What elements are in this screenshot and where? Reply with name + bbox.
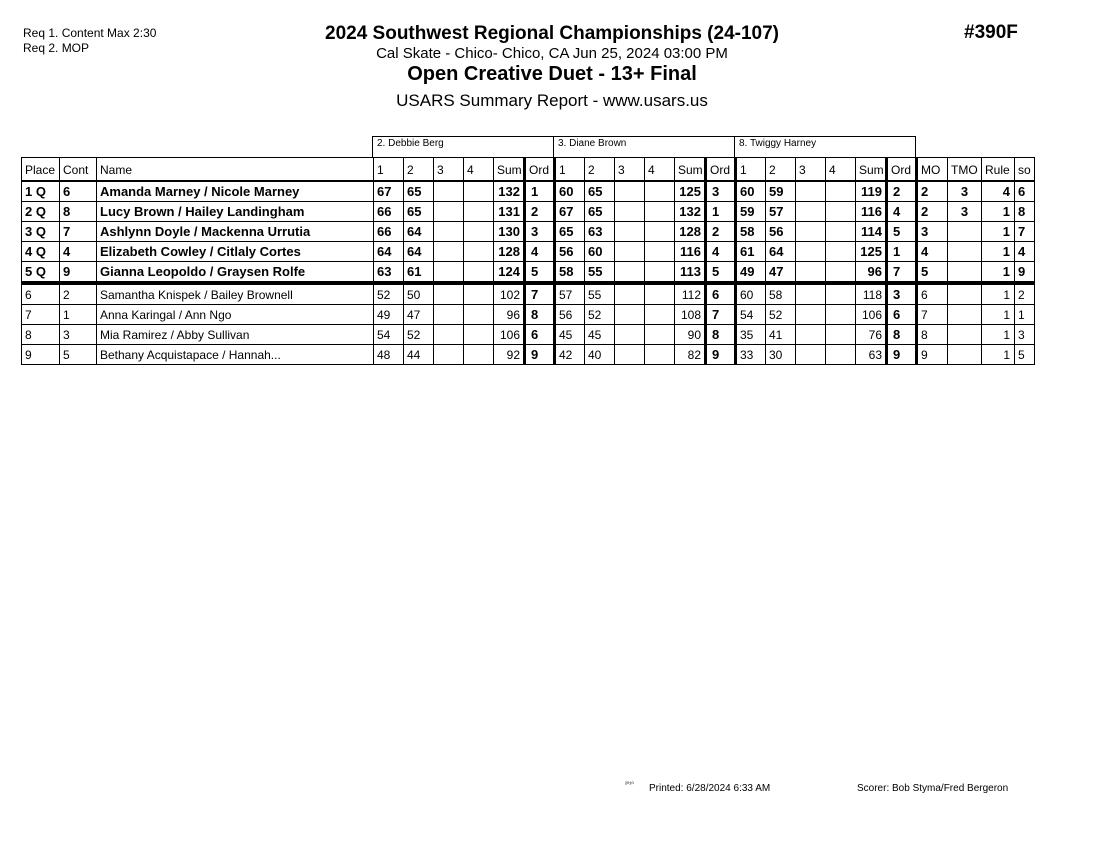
judge2-score-cell: 40 [585,345,615,365]
rule-cell: 1 [982,222,1015,242]
judge2-score-cell: 67 [555,202,585,222]
judge3-score-cell: 49 [736,262,766,284]
header-judge1-score4: 4 [464,158,494,182]
scorer-names: Scorer: Bob Styma/Fred Bergeron [857,783,1009,794]
judge3-score-cell [826,283,856,305]
judge3-sum-cell: 114 [856,222,887,242]
judge1-score-cell [434,283,464,305]
header-place: Place [22,158,60,182]
table-row [22,305,1035,325]
judge1-score-cell: 50 [404,283,434,305]
judge3-sum-cell: 118 [856,283,887,305]
requirement-1: Req 1. Content Max 2:30 [23,26,157,40]
place-cell: 5 Q [22,262,60,284]
judge2-ord-cell: 9 [706,345,736,365]
judge1-score-cell [464,181,494,202]
rule-cell: 1 [982,242,1015,262]
judge1-score-cell: 64 [404,242,434,262]
judge2-score-cell [615,345,645,365]
name-cell: Bethany Acquistapace / Hannah... [97,345,374,365]
so-cell: 8 [1015,202,1035,222]
header-cont: Cont [60,158,97,182]
rule-cell: 1 [982,283,1015,305]
judge3-score-cell [826,242,856,262]
judge1-score-cell: 64 [374,242,404,262]
cont-cell: 3 [60,325,97,345]
judge2-sum-cell: 128 [675,222,706,242]
judge3-score-cell: 52 [766,305,796,325]
rule-cell: 1 [982,345,1015,365]
judge3-ord-cell: 4 [887,202,917,222]
judge3-score-cell: 57 [766,202,796,222]
judge3-sum-cell: 96 [856,262,887,284]
header-judge2-score4: 4 [645,158,675,182]
judge3-score-cell: 30 [766,345,796,365]
cont-cell: 5 [60,345,97,365]
judge1-score-cell: 52 [404,325,434,345]
judge2-score-cell [645,242,675,262]
cont-cell: 4 [60,242,97,262]
judge1-score-cell [464,262,494,284]
cont-cell: 7 [60,222,97,242]
judge3-score-cell: 47 [766,262,796,284]
judge3-ord-cell: 5 [887,222,917,242]
judge1-score-cell [464,222,494,242]
header-judge2-score3: 3 [615,158,645,182]
header-judge1-sum: Sum [494,158,525,182]
judge1-score-cell [434,262,464,284]
judge1-score-cell [464,325,494,345]
judge2-score-cell [615,305,645,325]
judge3-score-cell: 56 [766,222,796,242]
judge3-ord-cell: 9 [887,345,917,365]
judge3-score-cell [826,305,856,325]
judge1-ord-cell: 7 [525,283,555,305]
judge2-score-cell [645,262,675,284]
header-judge3-sum: Sum [856,158,887,182]
judge3-score-cell: 61 [736,242,766,262]
judge1-score-cell: 66 [374,222,404,242]
header-tmo: TMO [948,158,982,182]
mo-cell: 4 [917,242,948,262]
table-row [22,202,1035,222]
header-judge1-score1: 1 [374,158,404,182]
judge3-ord-cell: 6 [887,305,917,325]
judge1-score-cell: 65 [404,181,434,202]
header-judge3-score3: 3 [796,158,826,182]
tmo-cell [948,262,982,284]
judge3-score-cell: 54 [736,305,766,325]
place-cell: 6 [22,283,60,305]
judge2-score-cell [615,325,645,345]
judge1-score-cell: 47 [404,305,434,325]
judge1-sum-cell: 128 [494,242,525,262]
judge1-score-cell: 61 [404,262,434,284]
column-headers [22,158,1035,182]
judge3-sum-cell: 63 [856,345,887,365]
judge3-score-cell [826,262,856,284]
tmo-cell [948,305,982,325]
mo-cell: 9 [917,345,948,365]
header-judge1-ord: Ord [525,158,555,182]
judge3-ord-cell: 2 [887,181,917,202]
header-rule: Rule [982,158,1015,182]
so-cell: 9 [1015,262,1035,284]
judge1-sum-cell: 102 [494,283,525,305]
header-name: Name [97,158,374,182]
judge2-score-cell: 63 [585,222,615,242]
so-cell: 6 [1015,181,1035,202]
judge3-score-cell [826,222,856,242]
judge2-score-cell [645,202,675,222]
judge3-score-cell [826,202,856,222]
place-cell: 7 [22,305,60,325]
event-title: Open Creative Duet - 13+ Final [407,63,697,85]
judge1-ord-cell: 5 [525,262,555,284]
judge1-score-cell: 54 [374,325,404,345]
place-cell: 8 [22,325,60,345]
tmo-cell: 3 [948,202,982,222]
competition-title: 2024 Southwest Regional Championships (24-107) [325,23,779,44]
table-row [22,283,1035,305]
mo-cell: 6 [917,283,948,305]
judge1-score-cell [434,202,464,222]
judge1-score-cell: 49 [374,305,404,325]
judge1-sum-cell: 131 [494,202,525,222]
judge2-score-cell: 55 [585,262,615,284]
judge1-ord-cell: 4 [525,242,555,262]
tmo-cell [948,242,982,262]
judge1-score-cell: 64 [404,222,434,242]
judge3-score-cell: 60 [736,283,766,305]
judge3-score-cell [826,325,856,345]
judge2-score-cell: 52 [585,305,615,325]
tmo-cell [948,345,982,365]
judge3-score-cell [796,262,826,284]
judge2-score-cell [615,283,645,305]
judge2-score-cell [645,222,675,242]
header-judge3-score1: 1 [736,158,766,182]
judge1-score-cell [434,181,464,202]
judge2-score-cell [615,242,645,262]
header-judge1-score3: 3 [434,158,464,182]
tmo-cell [948,283,982,305]
judge1-ord-cell: 1 [525,181,555,202]
so-cell: 5 [1015,345,1035,365]
header-so: so [1015,158,1035,182]
judge1-sum-cell: 132 [494,181,525,202]
judge3-score-cell: 64 [766,242,796,262]
judge2-score-cell: 56 [555,305,585,325]
judge2-score-cell: 57 [555,283,585,305]
judge2-ord-cell: 5 [706,262,736,284]
name-cell: Anna Karingal / Ann Ngo [97,305,374,325]
judge2-score-cell [615,262,645,284]
judge2-score-cell: 58 [555,262,585,284]
judge3-score-cell: 33 [736,345,766,365]
judge2-ord-cell: 3 [706,181,736,202]
name-cell: Samantha Knispek / Bailey Brownell [97,283,374,305]
location-date: Cal Skate - Chico- Chico, CA Jun 25, 2024 03:00 PM [376,45,728,62]
name-cell: Ashlynn Doyle / Mackenna Urrutia [97,222,374,242]
judge1-ord-cell: 9 [525,345,555,365]
header-mo: MO [917,158,948,182]
judge2-score-cell [645,325,675,345]
cont-cell: 1 [60,305,97,325]
tmo-cell [948,222,982,242]
so-cell: 1 [1015,305,1035,325]
judge3-sum-cell: 116 [856,202,887,222]
judge2-sum-cell: 116 [675,242,706,262]
judge1-score-cell [434,242,464,262]
judge2-score-cell: 65 [555,222,585,242]
judge3-score-cell [796,222,826,242]
judge1-score-cell: 52 [374,283,404,305]
judge-1-name: 2. Debbie Berg [373,137,554,158]
judge3-ord-cell: 8 [887,325,917,345]
header-judge2-ord: Ord [706,158,736,182]
judge1-score-cell: 65 [404,202,434,222]
judge2-ord-cell: 1 [706,202,736,222]
judge2-score-cell: 65 [585,181,615,202]
judge1-score-cell: 63 [374,262,404,284]
judge1-score-cell [464,242,494,262]
cont-cell: 6 [60,181,97,202]
judge1-sum-cell: 124 [494,262,525,284]
so-cell: 2 [1015,283,1035,305]
mo-cell: 5 [917,262,948,284]
judge3-score-cell: 60 [736,181,766,202]
judge2-score-cell: 45 [555,325,585,345]
mo-cell: 8 [917,325,948,345]
judge1-score-cell: 48 [374,345,404,365]
tmo-cell: 3 [948,181,982,202]
judge1-ord-cell: 6 [525,325,555,345]
judge3-ord-cell: 1 [887,242,917,262]
judges-header [372,136,916,157]
header-judge1-score2: 2 [404,158,434,182]
judge3-score-cell: 59 [766,181,796,202]
judge3-sum-cell: 76 [856,325,887,345]
requirement-2: Req 2. MOP [23,41,90,55]
judge1-score-cell [464,283,494,305]
judge2-score-cell: 56 [555,242,585,262]
judge3-score-cell [796,305,826,325]
judge2-score-cell: 60 [585,242,615,262]
header-judge2-sum: Sum [675,158,706,182]
cont-cell: 8 [60,202,97,222]
judge2-sum-cell: 113 [675,262,706,284]
judge2-sum-cell: 125 [675,181,706,202]
judge1-score-cell: 66 [374,202,404,222]
judge3-score-cell [796,202,826,222]
header-judge3-ord: Ord [887,158,917,182]
table-row [22,325,1035,345]
name-cell: Amanda Marney / Nicole Marney [97,181,374,202]
judge3-score-cell [796,345,826,365]
name-cell: Mia Ramirez / Abby Sullivan [97,325,374,345]
judge3-score-cell: 58 [766,283,796,305]
header-judge2-score2: 2 [585,158,615,182]
place-cell: 9 [22,345,60,365]
judge3-score-cell: 59 [736,202,766,222]
so-cell: 7 [1015,222,1035,242]
judge3-score-cell [796,242,826,262]
judge2-ord-cell: 4 [706,242,736,262]
judge2-score-cell [645,305,675,325]
judge2-score-cell: 60 [555,181,585,202]
name-cell: Elizabeth Cowley / Citlaly Cortes [97,242,374,262]
place-cell: 1 Q [22,181,60,202]
judge1-score-cell [434,305,464,325]
judge2-score-cell [615,222,645,242]
mo-cell: 7 [917,305,948,325]
judge1-sum-cell: 106 [494,325,525,345]
judge3-ord-cell: 7 [887,262,917,284]
mo-cell: 2 [917,181,948,202]
judge1-sum-cell: 130 [494,222,525,242]
judge2-score-cell: 55 [585,283,615,305]
footer-mark: ²⁰¹⁰ [625,782,634,788]
mo-cell: 2 [917,202,948,222]
judge1-sum-cell: 92 [494,345,525,365]
judge1-score-cell: 44 [404,345,434,365]
printed-date: Printed: 6/28/2024 6:33 AM [649,783,771,794]
rule-cell: 1 [982,202,1015,222]
header-judge3-score2: 2 [766,158,796,182]
place-cell: 2 Q [22,202,60,222]
table-row [22,181,1035,202]
table-row [22,222,1035,242]
judge1-ord-cell: 8 [525,305,555,325]
judge1-score-cell [464,305,494,325]
judge2-ord-cell: 2 [706,222,736,242]
judge3-score-cell [796,325,826,345]
judge3-sum-cell: 106 [856,305,887,325]
judge2-score-cell: 65 [585,202,615,222]
judge1-score-cell [464,202,494,222]
name-cell: Lucy Brown / Hailey Landingham [97,202,374,222]
judge2-score-cell [615,202,645,222]
mo-cell: 3 [917,222,948,242]
judge-3-name: 8. Twiggy Harney [735,137,916,158]
judge2-ord-cell: 8 [706,325,736,345]
judge3-score-cell: 41 [766,325,796,345]
event-number: #390F [964,22,1018,43]
judge1-ord-cell: 3 [525,222,555,242]
rule-cell: 4 [982,181,1015,202]
table-row [22,345,1035,365]
judge2-ord-cell: 6 [706,283,736,305]
judge2-sum-cell: 112 [675,283,706,305]
rule-cell: 1 [982,325,1015,345]
name-cell: Gianna Leopoldo / Graysen Rolfe [97,262,374,284]
rule-cell: 1 [982,305,1015,325]
judge2-ord-cell: 7 [706,305,736,325]
judge1-sum-cell: 96 [494,305,525,325]
table-row [22,242,1035,262]
cont-cell: 2 [60,283,97,305]
judge3-score-cell [826,181,856,202]
so-cell: 4 [1015,242,1035,262]
judge3-score-cell: 58 [736,222,766,242]
so-cell: 3 [1015,325,1035,345]
judge1-score-cell [434,325,464,345]
table-row [22,262,1035,284]
judge3-sum-cell: 119 [856,181,887,202]
judge2-score-cell: 42 [555,345,585,365]
judge3-ord-cell: 3 [887,283,917,305]
report-title: USARS Summary Report - www.usars.us [396,91,708,110]
header-judge3-score4: 4 [826,158,856,182]
cont-cell: 9 [60,262,97,284]
place-cell: 4 Q [22,242,60,262]
judge1-score-cell [434,345,464,365]
judge2-score-cell [615,181,645,202]
judge1-score-cell: 67 [374,181,404,202]
judge3-score-cell [796,181,826,202]
judge2-score-cell [645,345,675,365]
tmo-cell [948,325,982,345]
judge2-score-cell: 45 [585,325,615,345]
judge1-ord-cell: 2 [525,202,555,222]
judge3-score-cell [826,345,856,365]
place-cell: 3 Q [22,222,60,242]
header-judge2-score1: 1 [555,158,585,182]
judge3-score-cell: 35 [736,325,766,345]
rule-cell: 1 [982,262,1015,284]
results-table [21,157,1035,365]
judge2-score-cell [645,283,675,305]
judge3-sum-cell: 125 [856,242,887,262]
judge1-score-cell [464,345,494,365]
judge1-score-cell [434,222,464,242]
judge2-sum-cell: 90 [675,325,706,345]
judge-2-name: 3. Diane Brown [554,137,735,158]
judge2-sum-cell: 132 [675,202,706,222]
judge2-sum-cell: 108 [675,305,706,325]
judge2-score-cell [645,181,675,202]
judge2-sum-cell: 82 [675,345,706,365]
judge3-score-cell [796,283,826,305]
